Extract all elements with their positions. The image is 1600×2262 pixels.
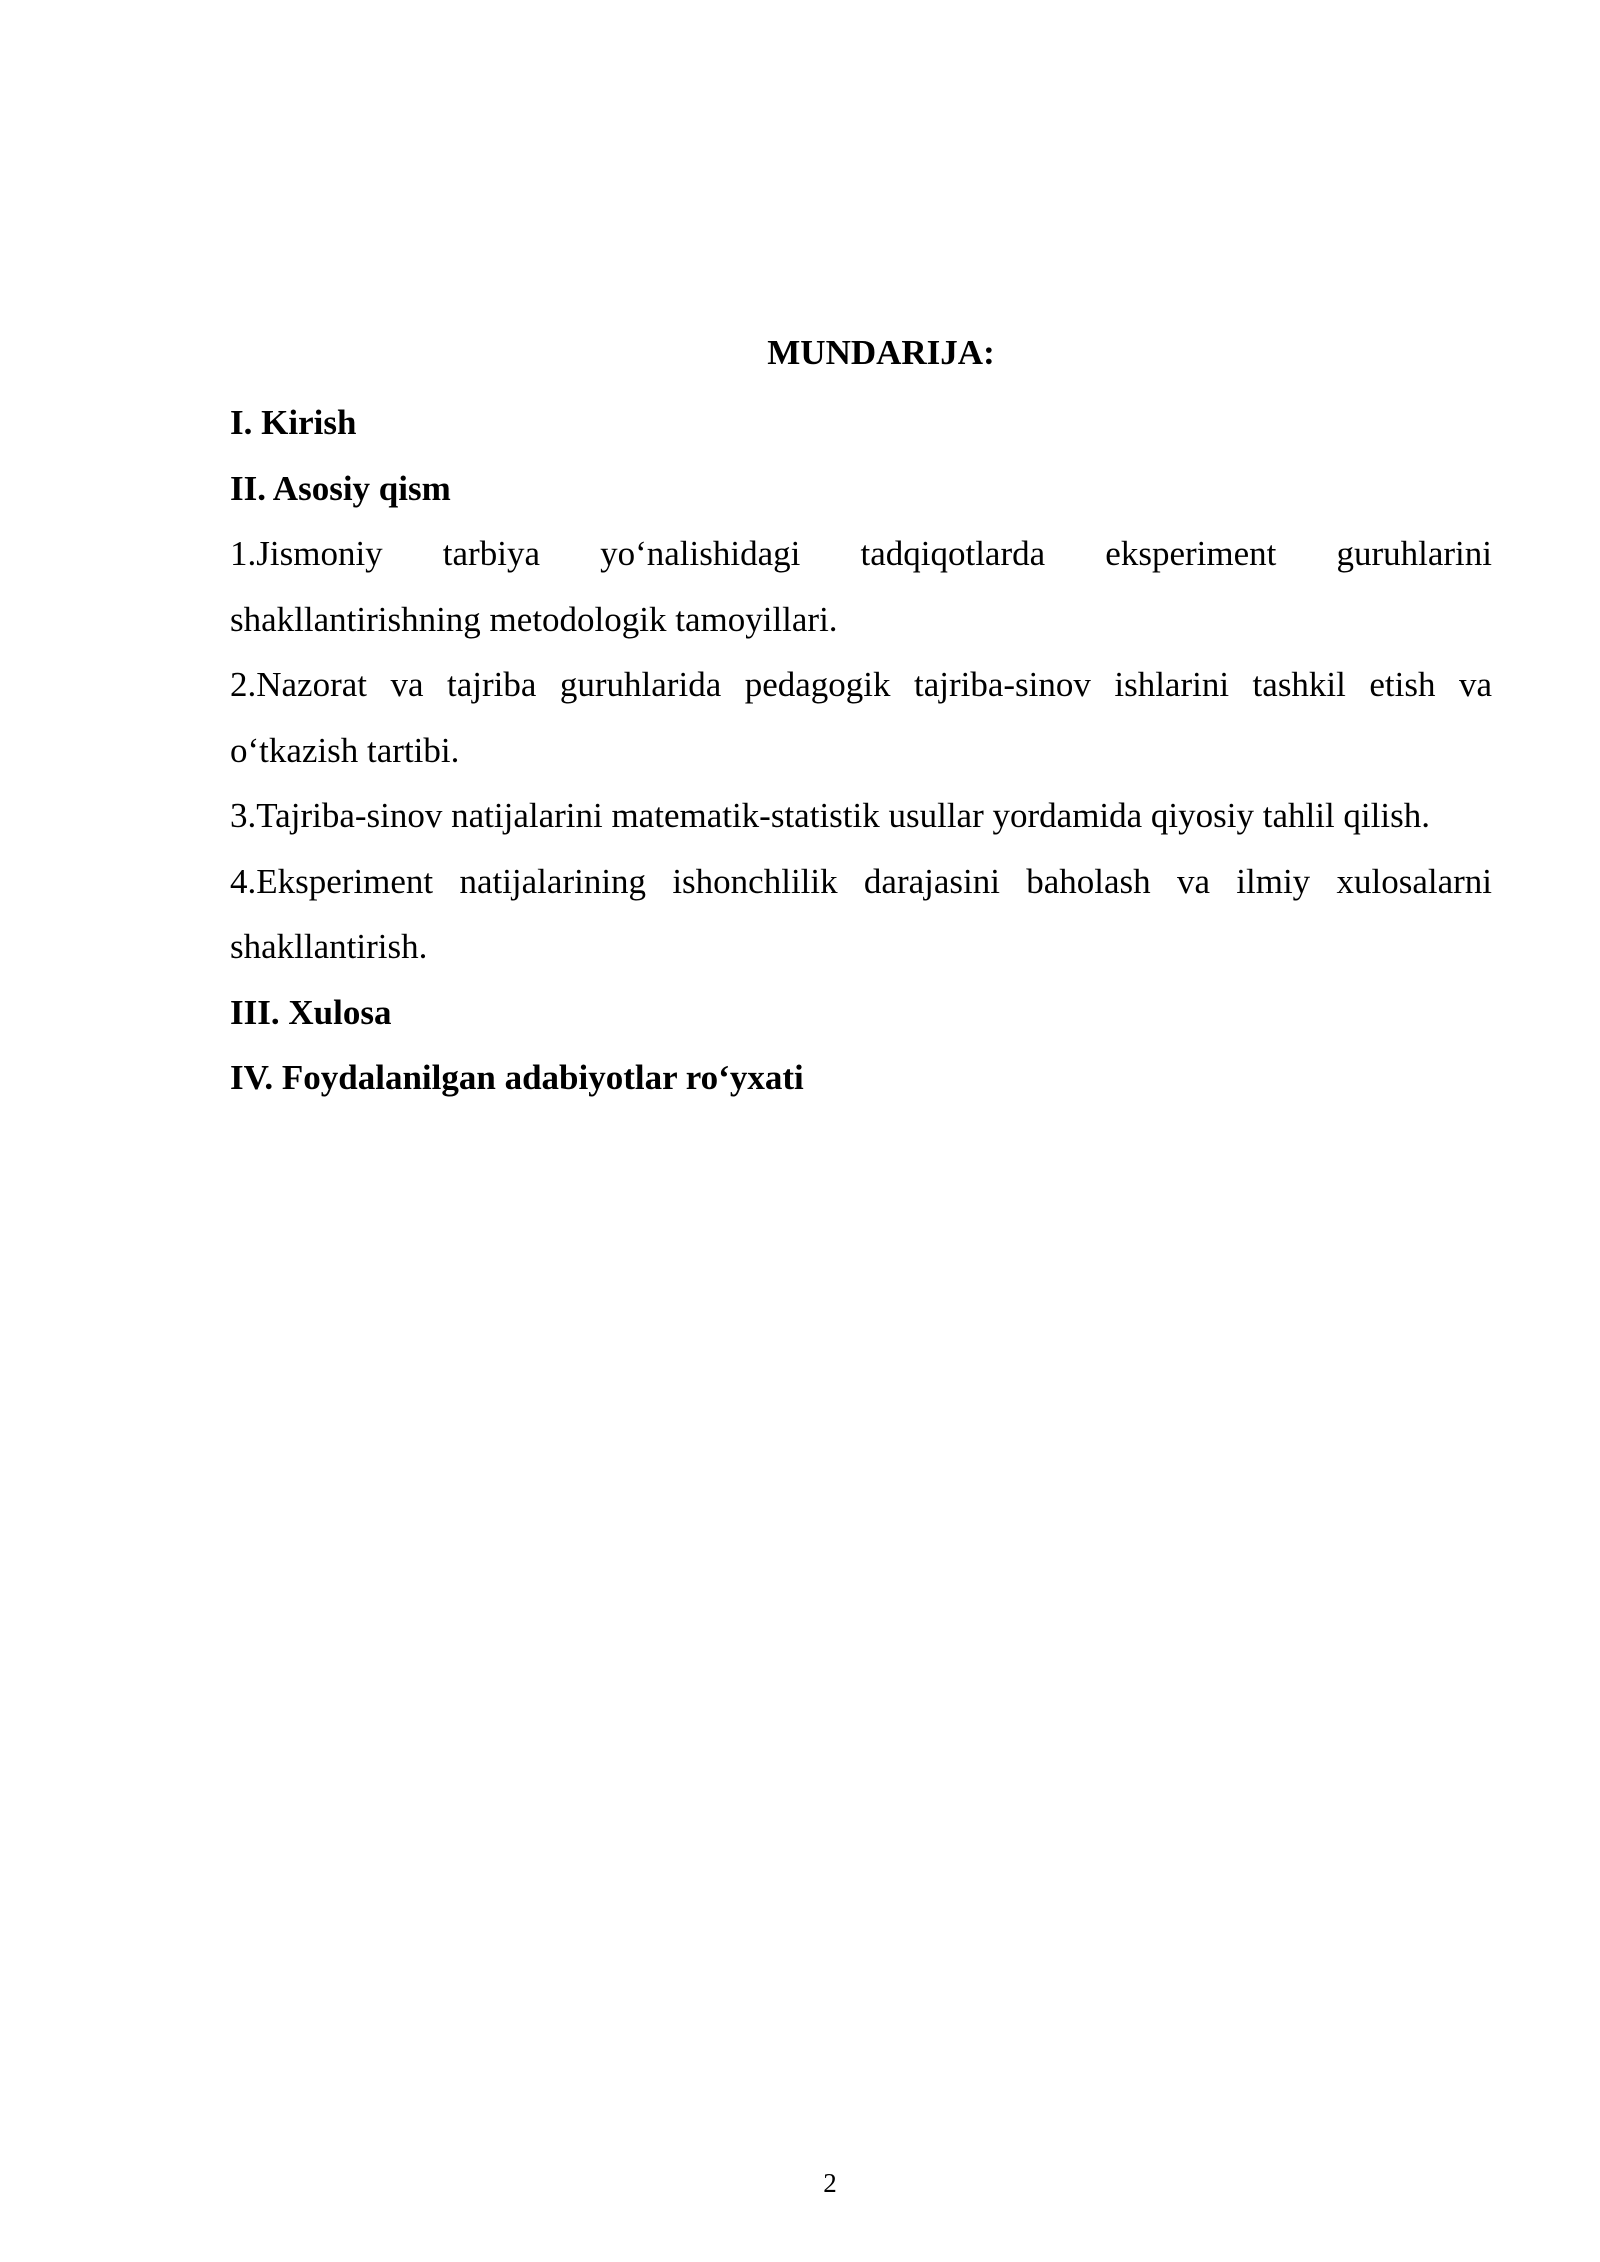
section-conclusion: III. Xulosa	[230, 992, 392, 1032]
toc-item-4: 4.Eksperiment natijalarining ishonchlilik darajasini baholash va ilmiy xulosalarni shakllantirish.	[230, 861, 1492, 966]
toc-item-3: 3.Tajriba-sinov natijalarini matematik-statistik usullar yordamida qiyosiy tahlil qilish.	[230, 796, 1430, 835]
section-introduction: I. Kirish	[230, 403, 357, 442]
table-of-contents	[230, 325, 1492, 1111]
toc-title: MUNDARIJA:	[767, 333, 995, 372]
page-number: 2	[823, 2168, 837, 2198]
section-references: IV. Foydalanilgan adabiyotlar ro‘yxati	[230, 1058, 804, 1097]
section-main-part: II. Asosiy qism	[230, 468, 451, 508]
toc-item-1: 1.Jismoniy tarbiya yo‘nalishidagi tadqiqotlarda eksperiment guruhlarini shakllantirishning metodologik tamoyillari.	[230, 534, 1492, 639]
toc-item-2: 2.Nazorat va tajriba guruhlarida pedagogik tajriba-sinov ishlarini tashkil etish va o‘tkazish tartibi.	[230, 665, 1492, 770]
